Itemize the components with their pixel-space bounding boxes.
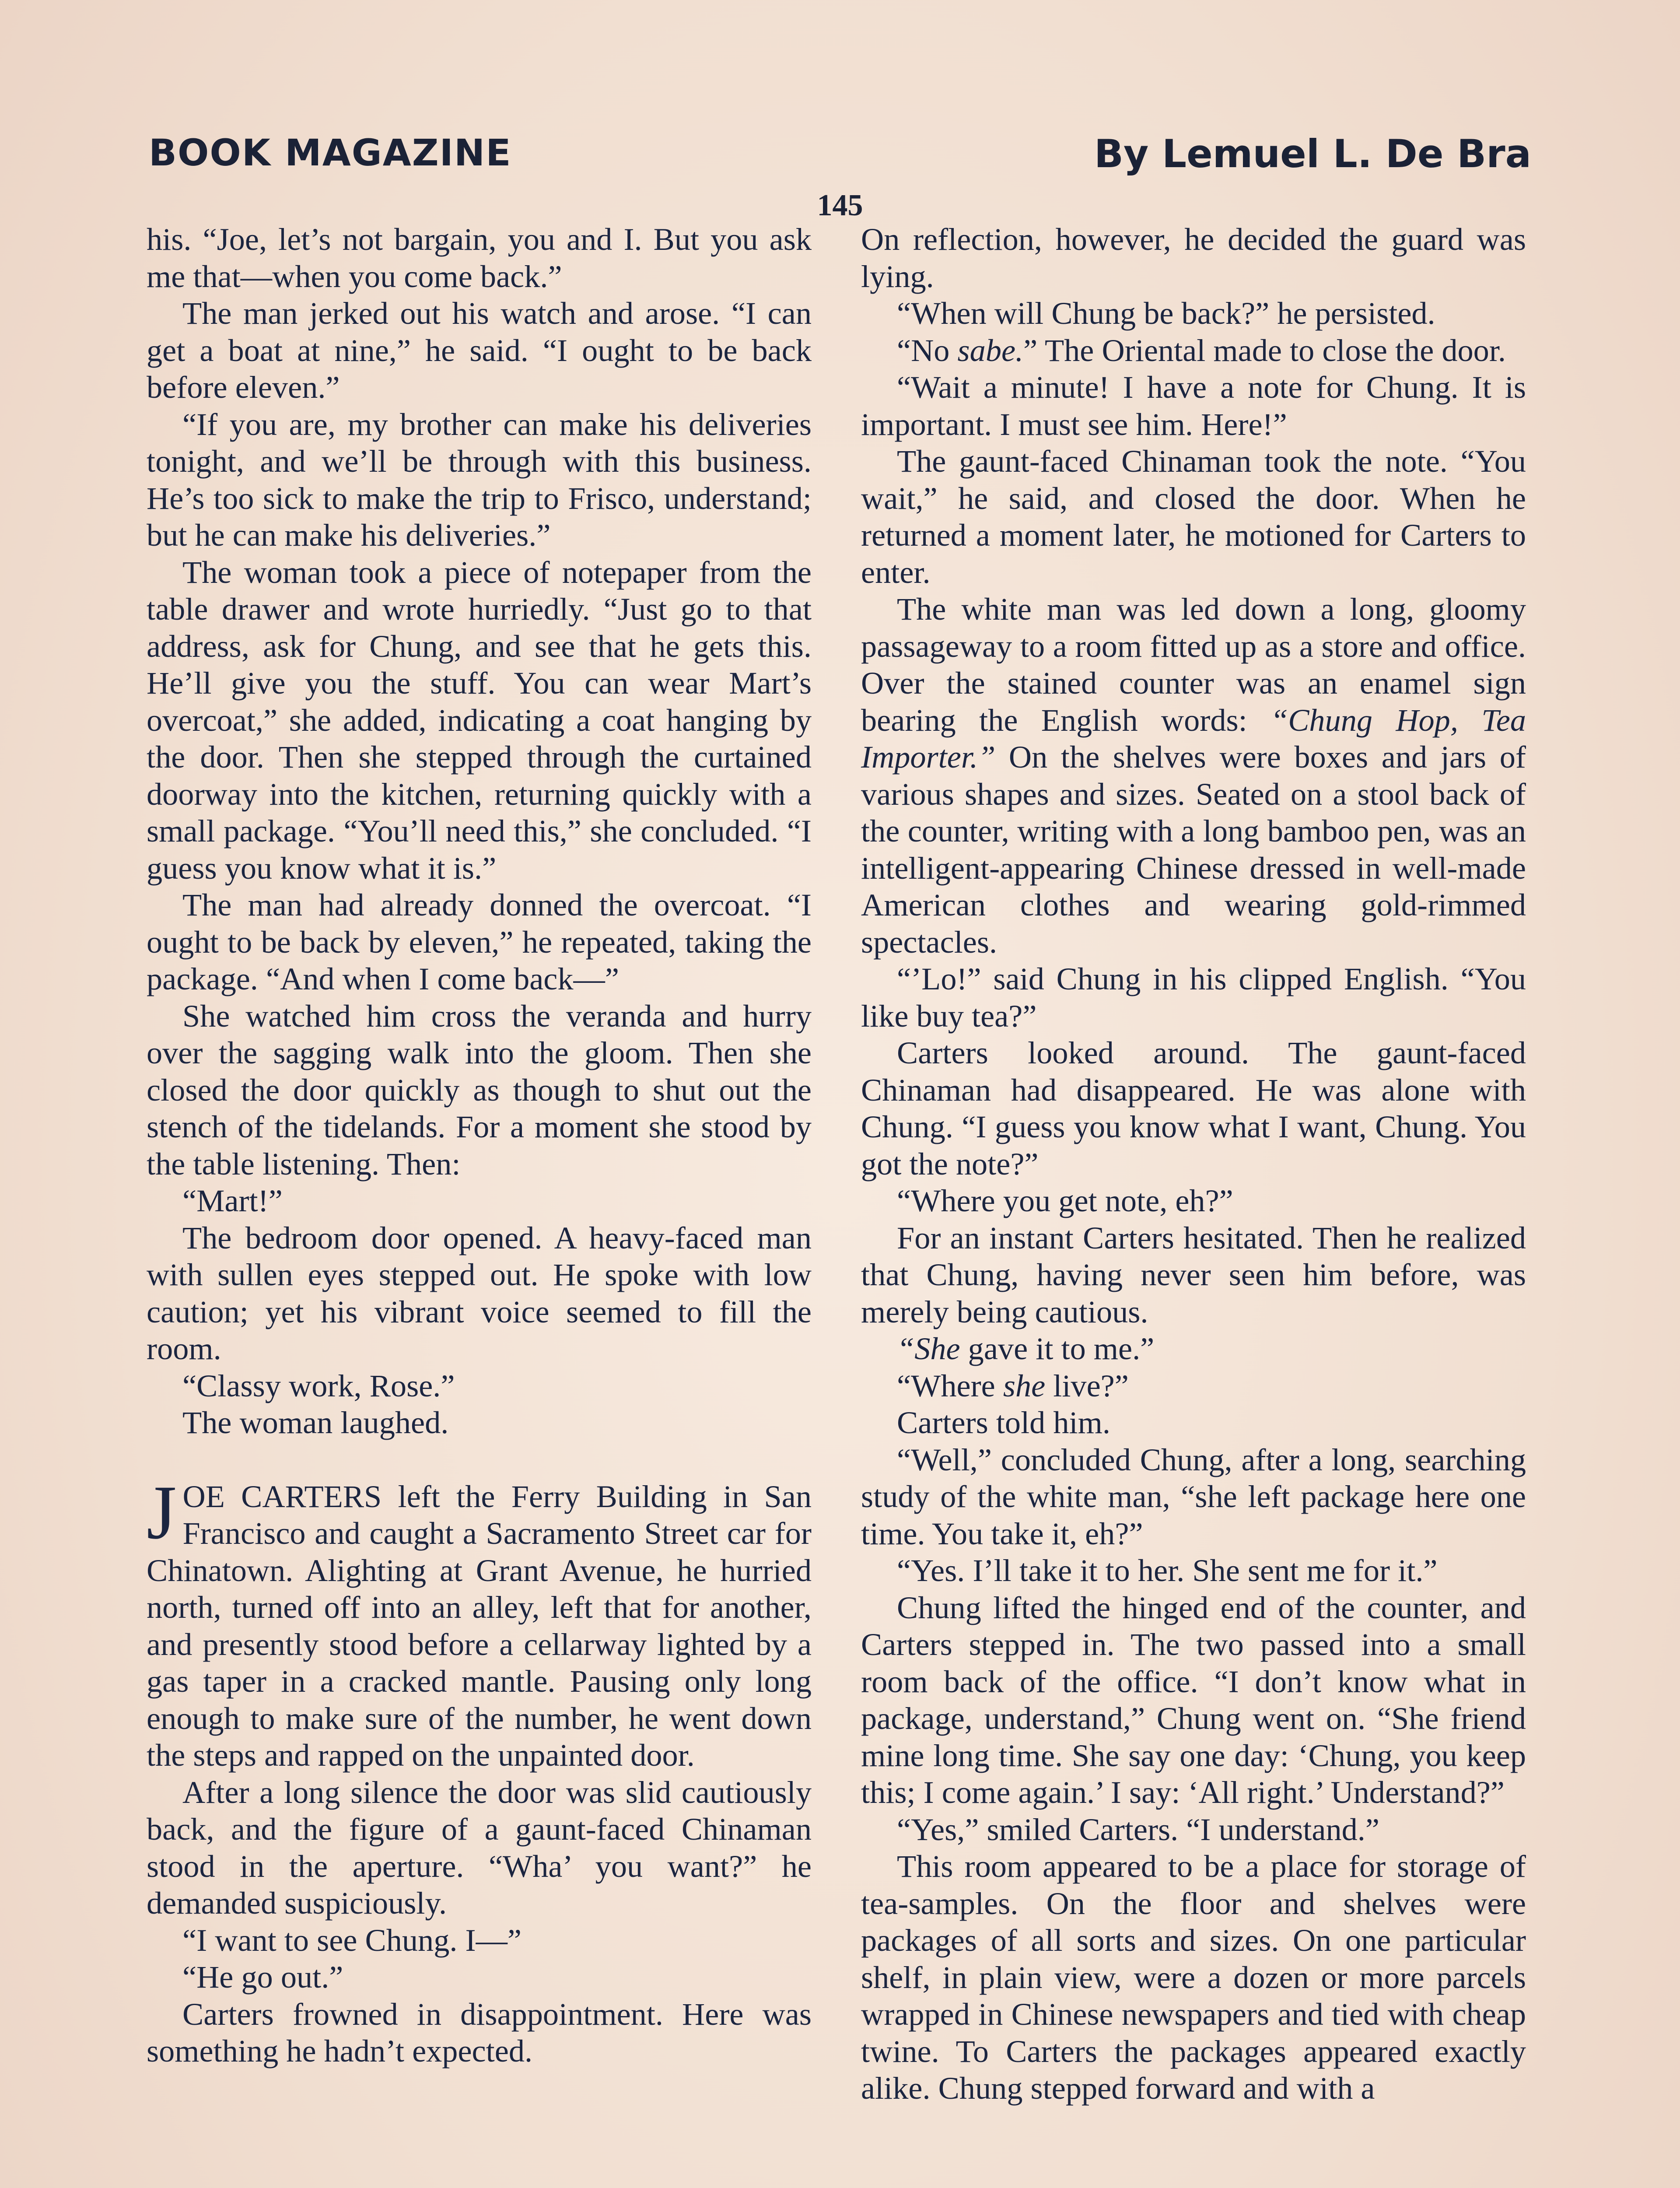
- drop-cap: J: [147, 1469, 177, 1555]
- paragraph: The gaunt-faced Chinaman took the note. “You wait,” he said, and closed the door. When he returned a moment later, he motioned for Carters to enter.: [861, 444, 1526, 590]
- paragraph: Chung lifted the hinged end of the counter, and Carters stepped in. The two passed into a small room back of the office. “I don’t know what in package, understand,” Chung went on. “She friend mine long time. She say one day: ‘Chung, you keep this; I come again.’ I say: ‘All right.’ Understand?”: [861, 1590, 1526, 1810]
- page-number: 145: [817, 189, 863, 222]
- paragraph: The man jerked out his watch and arose. “I can get a boat at nine,” he said. “I ought to be back before eleven.”: [147, 296, 812, 405]
- paragraph: “Well,” concluded Chung, after a long, searching study of the white man, “she left package here one time. You take it, eh?”: [861, 1442, 1526, 1551]
- paragraph: “When will Chung be back?” he persisted.: [897, 296, 1435, 331]
- paragraph: “He go out.”: [182, 1960, 343, 1995]
- paragraph: “Yes. I’ll take it to her. She sent me for it.”: [897, 1553, 1438, 1588]
- right-column: [861, 221, 1526, 2107]
- paragraph: Carters told him.: [897, 1405, 1110, 1440]
- paragraph: Carters frowned in disappointment. Here was something he hadn’t expected.: [147, 1996, 812, 2069]
- left-column: [147, 221, 812, 2070]
- text-run: live?”: [1045, 1368, 1129, 1403]
- paragraph: The woman laughed.: [182, 1405, 449, 1440]
- paragraph: “If you are, my brother can make his deliveries tonight, and we’ll be through with this business. He’s too sick to make the trip to Frisco, understand; but he can make his deliveries.”: [147, 407, 812, 553]
- paragraph: For an instant Carters hesitated. Then he realized that Chung, having never seen him before, was merely being cautious.: [861, 1220, 1526, 1329]
- paragraph: [861, 1368, 1526, 1405]
- italic-text: she: [1003, 1368, 1046, 1403]
- italic-text: “She: [897, 1331, 960, 1366]
- paragraph: She watched him cross the veranda and hurry over the sagging walk into the gloom. Then she closed the door quickly as though to shut out the stench of the tidelands. For a moment she stood by the table listening. Then:: [147, 998, 812, 1182]
- paragraph: [861, 591, 1526, 961]
- paragraph: “Mart!”: [182, 1183, 283, 1218]
- italic-text: sabe.: [957, 333, 1024, 368]
- paragraph: “I want to see Chung. I—”: [182, 1922, 522, 1958]
- paragraph: “Yes,” smiled Carters. “I understand.”: [897, 1812, 1379, 1847]
- text-run: gave it to me.”: [960, 1331, 1155, 1366]
- section-text: OE CARTERS left the Ferry Building in San Francisco and caught a Sacramento Street car for Chinatown. Alighting at Grant Avenue, he hurried north, turned off into an alley, left that for another, and presently stood before a cellarway lighted by a gas taper in a cracked mantle. Pausing only long enough to make sure of the number, he went down the steps and rapped on the unpainted door.: [147, 1479, 812, 1773]
- paragraph: The bedroom door opened. A heavy-faced man with sullen eyes stepped out. He spoke with low caution; yet his vibrant voice seemed to fill the room.: [147, 1220, 812, 1366]
- paragraph: After a long silence the door was slid cautiously back, and the figure of a gaunt-faced Chinaman stood in the aperture. “Wha’ you want?” he demanded suspiciously.: [147, 1774, 812, 1921]
- magazine-title: BOOK MAGAZINE: [149, 131, 512, 174]
- paragraph: Carters looked around. The gaunt-faced Chinaman had disappeared. He was alone with Chung. “I guess you know what I want, Chung. You got the note?”: [861, 1035, 1526, 1182]
- paragraph: “’Lo!” said Chung in his clipped English. “You like buy tea?”: [861, 961, 1526, 1034]
- text-run: ” The Oriental made to close the door.: [1023, 333, 1506, 368]
- paragraph: [861, 332, 1526, 369]
- section-opening-paragraph: [147, 1469, 812, 1774]
- author-byline: By Lemuel L. De Bra: [1094, 131, 1531, 176]
- paragraph: “Where you get note, eh?”: [897, 1183, 1233, 1218]
- text-run: “Where: [897, 1368, 1003, 1403]
- text-run: On the shelves were boxes and jars of various shapes and sizes. Seated on a stool back of the counter, writing with a long bamboo pen, was an intelligent-appearing Chinese dressed in well-made American clothes and wearing gold-rimmed spectacles.: [861, 740, 1526, 960]
- text-run: “No: [897, 333, 958, 368]
- paragraph: On reflection, however, he decided the guard was lying.: [861, 222, 1526, 294]
- paragraph: “Classy work, Rose.”: [182, 1368, 455, 1403]
- paragraph: The man had already donned the overcoat. “I ought to be back by eleven,” he repeated, taking the package. “And when I come back—”: [147, 887, 812, 996]
- sign-text: “Chung Hop, Tea Importer.”: [861, 702, 1526, 775]
- text-run: The white man was led down a long, gloomy passageway to a room fitted up as a store and office. Over the stained counter was an enamel sign bearing the English words:: [861, 592, 1526, 738]
- paragraph: This room appeared to be a place for storage of tea-samples. On the floor and shelves were packages of all sorts and sizes. On one particular shelf, in plain view, were a dozen or more parcels wrapped in Chinese newspapers and tied with cheap twine. To Carters the packages appeared exactly alike. Chung stepped forward and with a: [861, 1849, 1526, 2106]
- paragraph: his. “Joe, let’s not bargain, you and I. But you ask me that—when you come back.”: [147, 222, 812, 294]
- paragraph: The woman took a piece of notepaper from the table drawer and wrote hurriedly. “Just go to that address, ask for Chung, and see that he gets this. He’ll give you the stuff. You can wear Mart’s overcoat,” she added, indicating a coat hanging by the door. Then she stepped through the curtained doorway into the kitchen, returning quickly with a small package. “You’ll need this,” she concluded. “I guess you know what it is.”: [147, 554, 812, 886]
- paragraph: “Wait a minute! I have a note for Chung. It is important. I must see him. Here!”: [861, 370, 1526, 442]
- paragraph: [861, 1330, 1526, 1368]
